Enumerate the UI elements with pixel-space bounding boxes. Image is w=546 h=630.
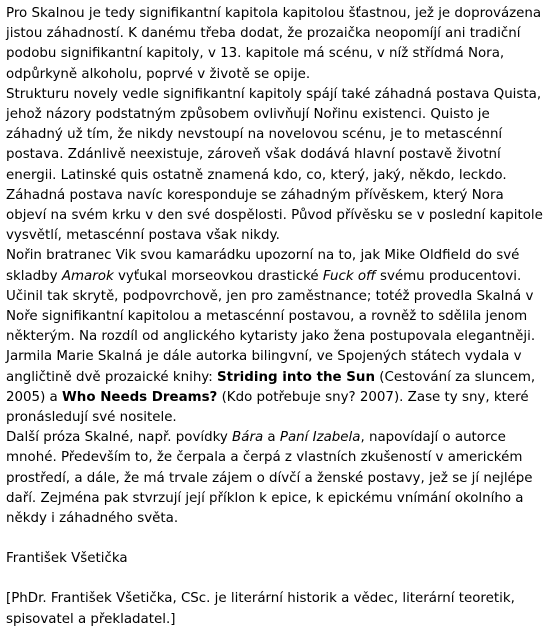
paragraph-bilingual xyxy=(6,347,546,428)
author-signature: František Všetička xyxy=(6,551,128,567)
author-note: [PhDr. František Všetička, CSc. je literární historik a vědec, literární teoretik, spisovatel a překladatel.] xyxy=(6,591,515,627)
text-span: Další próza Skalné, např. povídky xyxy=(6,430,233,446)
text-span: (Cestování za sluncem, 2005) a xyxy=(6,369,536,405)
title-bara: Bára xyxy=(232,430,264,446)
document-body xyxy=(6,4,546,630)
title-pani-izabela: Paní Izabela xyxy=(279,430,361,446)
text-span: , napovídají o autorce mnohé. Především to, že čerpala a čerpá z vlastních zkušeností v americkém prostředí, a dále, že má trvale zájem o dívčí a ženské postavy, jež se jí nejlépe daří. Zejména pak stvrzují její příklon k epice, k epickému vnímání okolního a někdy i záhadného světa. xyxy=(6,430,533,527)
text-span: svému producentovi. Učinil tak skrytě, podpovrchově, jen pro zaměstnance; totéž provedla Skalná v Noře signifikantní kapitolou a metascénní postavou, a rovněž to sdělila jenom některým. Na rozdíl od anglického kytaristy jako žena postupovala elegantněji. xyxy=(6,268,536,345)
title-amarok: Amarok xyxy=(61,268,114,284)
paragraph-quisto: Strukturu novely vedle signifikantní kapitoly spájí také záhadná postava Quista, jehož názory podstatným způsobem ovlivňují Nořinu existenci. Quisto je záhadný už tím, že nikdy nevstoupí na novelovou scénu, je to metascénní postava. Zdánlivě neexistuje, zároveň však dodává hlavní postavě životní energii. Latinské quis ostatně znamená kdo, co, který, jaký, někdo, leckdo. Záhadná postava navíc koresponduje se záhadným přívěskem, který Nora objeví na svém krku v den své dospělosti. Původ přívěsku se v poslední kapitole vysvětlí, metascénní postava však nikdy. xyxy=(6,86,543,244)
phrase-fuck-off: Fuck off xyxy=(322,268,376,284)
text-span: a xyxy=(263,430,280,446)
text-span: Jarmila Marie Skalná je dále autorka bilingvní, ve Spojených státech vydala v angličtině dvě prozaické knihy: xyxy=(6,349,522,385)
title-striding-into-the-sun: Striding into the Sun xyxy=(217,369,375,385)
text-span: vyťukal morseovkou drastické xyxy=(113,268,323,284)
paragraph-signifikantni-kapitola: Pro Skalnou je tedy signifikantní kapitola kapitolou šťastnou, jež je doprovázena jistou záhadností. K danému třeba dodat, že prozaička neopomíjí ani tradiční podobu signifikantní kapitoly, v 13. kapitole má scénu, v níž střídmá Nora, odpůrkyně alkoholu, poprvé v životě se opije. xyxy=(6,6,542,82)
text-span: Nořin bratranec Vik svou kamarádku upozorní na to, jak Mike Oldfield do své skladby xyxy=(6,248,520,284)
paragraph-dalsi-proza xyxy=(6,428,546,529)
title-who-needs-dreams: Who Needs Dreams? xyxy=(62,389,218,405)
text-span: (Kdo potřebuje sny? 2007). Zase ty sny, které pronásledují své nositele. xyxy=(6,389,529,426)
paragraph-oldfield xyxy=(6,246,546,347)
